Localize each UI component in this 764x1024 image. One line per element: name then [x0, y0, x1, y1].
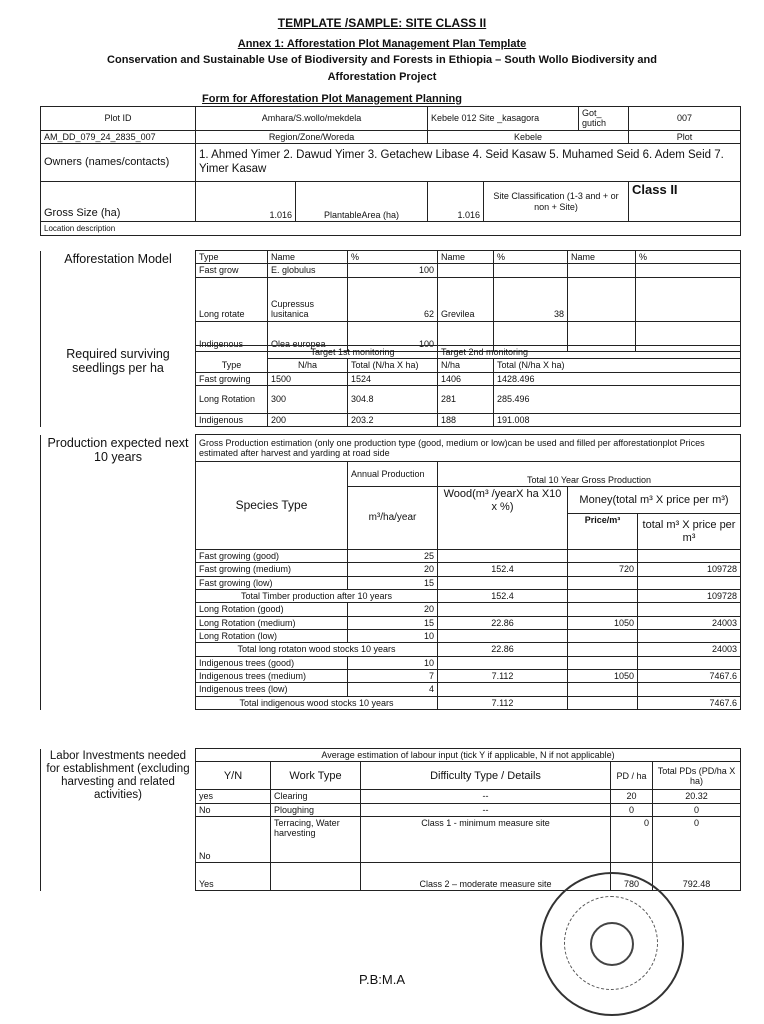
wood-cell: 7.112 [438, 670, 568, 683]
labor-table [40, 748, 741, 891]
total-price-header: total m³ X price per m³ [638, 514, 741, 550]
doc-title: TEMPLATE /SAMPLE: SITE CLASS II [277, 16, 487, 30]
col-work-type: Work Type [271, 762, 361, 790]
plot-info-table [40, 106, 741, 236]
total-cell: 1428.496 [494, 372, 741, 385]
species-type-header: Species Type [196, 462, 348, 550]
total-label-cell: Total long rotaton wood stocks 10 years [196, 643, 438, 656]
price-cell [568, 630, 638, 643]
species-cell: E. globulus [268, 264, 348, 277]
detail-cell: -- [361, 790, 611, 803]
yn-cell: No [196, 803, 271, 816]
price-cell [568, 550, 638, 563]
total-pd-cell: 20.32 [653, 790, 741, 803]
price-cell [568, 576, 638, 589]
total-cell: 191.008 [494, 414, 741, 427]
nha-cell: 1406 [438, 372, 494, 385]
wood-cell: 152.4 [438, 563, 568, 576]
money-cell: 7467.6 [638, 696, 741, 709]
owners-value: 1. Ahmed Yimer 2. Dawud Yimer 3. Getachew Libase 4. Seid Kasaw 5. Muhamed Seid 6. Adem Seid 7. Yimer Kasaw [196, 144, 741, 182]
annual-production-header: Annual Production [348, 462, 438, 487]
annual-cell: 20 [348, 603, 438, 616]
gross-size-value: 1.016 [196, 182, 296, 222]
unit-header: m³/ha/year [348, 487, 438, 550]
species-cell: Indigenous trees (medium) [196, 670, 348, 683]
wood-cell [438, 656, 568, 669]
money-cell [638, 630, 741, 643]
wood-header: Wood(m³ /yearX ha X10 x %) [438, 487, 568, 550]
species-cell: Grevilea [438, 277, 494, 321]
col-name-3: Name [568, 251, 636, 264]
price-cell [568, 683, 638, 696]
col-total-pds: Total PDs (PD/ha X ha) [653, 762, 741, 790]
nha-cell: 281 [438, 386, 494, 414]
stamp-emblem [590, 922, 634, 966]
money-cell: 24003 [638, 643, 741, 656]
work-cell: Ploughing [271, 803, 361, 816]
annual-cell: 10 [348, 656, 438, 669]
wood-cell [438, 550, 568, 563]
species-cell: Olea europea [268, 321, 348, 351]
money-cell [638, 576, 741, 589]
price-cell: 1050 [568, 670, 638, 683]
species-cell: Fast growing (medium) [196, 563, 348, 576]
money-cell [638, 550, 741, 563]
plantable-area-value: 1.016 [428, 182, 484, 222]
price-cell [568, 656, 638, 669]
yn-cell: Yes [196, 863, 271, 891]
type-cell: Long Rotation [196, 386, 268, 414]
pct-cell: 62 [348, 277, 438, 321]
region-value: Amhara/S.wollo/mekdela [196, 107, 428, 131]
total-cell: 1524 [348, 372, 438, 385]
annex-title: Annex 1: Afforestation Plot Management Plan Template [237, 38, 527, 50]
pct-cell [636, 264, 741, 277]
production-table [40, 434, 741, 710]
kebele-label: Kebele [428, 130, 629, 143]
pct-cell [636, 277, 741, 321]
pct-cell: 100 [348, 264, 438, 277]
money-cell [638, 683, 741, 696]
total-label-cell: Total Timber production after 10 years [196, 590, 438, 603]
total-pd-cell: 0 [653, 803, 741, 816]
annual-cell: 15 [348, 616, 438, 629]
annual-cell: 25 [348, 550, 438, 563]
price-cell: 720 [568, 563, 638, 576]
species-cell: Long Rotation (medium) [196, 616, 348, 629]
species-cell: Indigenous trees (good) [196, 656, 348, 669]
type-cell: Fast grow [196, 264, 268, 277]
gross-size-label: Gross Size (ha) [41, 182, 196, 222]
annual-cell: 20 [348, 563, 438, 576]
project-line-2: Afforestation Project [327, 71, 437, 83]
afforestation-label: Afforestation Model [41, 251, 196, 352]
official-stamp [540, 872, 684, 1016]
total-pd-cell: 792.48 [653, 863, 741, 891]
target-2nd-label: Target 2nd monitoring [438, 346, 741, 359]
site-class-value: Class II [629, 182, 741, 222]
pct-cell [494, 264, 568, 277]
labor-note: Average estimation of labour input (tick Y if applicable, N if not applicable) [196, 749, 741, 762]
work-cell: Terracing, Water harvesting [271, 817, 361, 863]
nha-cell: 188 [438, 414, 494, 427]
species-cell: Indigenous trees (low) [196, 683, 348, 696]
plot-id-label: Plot ID [41, 107, 196, 131]
col-total-2: Total (N/ha X ha) [494, 359, 741, 372]
total-cell: 285.496 [494, 386, 741, 414]
total-cell: 203.2 [348, 414, 438, 427]
col-total-1: Total (N/ha X ha) [348, 359, 438, 372]
annual-cell: 4 [348, 683, 438, 696]
wood-cell: 152.4 [438, 590, 568, 603]
type-cell: Indigenous [196, 321, 268, 351]
species-cell [568, 277, 636, 321]
plantable-area-label: PlantableArea (ha) [296, 182, 428, 222]
plot-label: Plot [629, 130, 741, 143]
col-type: Type [196, 251, 268, 264]
wood-cell: 7.112 [438, 696, 568, 709]
pct-cell: 38 [494, 277, 568, 321]
price-cell [568, 603, 638, 616]
species-cell: Long Rotation (low) [196, 630, 348, 643]
species-cell: Fast growing (good) [196, 550, 348, 563]
form-title: Form for Afforestation Plot Management Planning [202, 93, 462, 105]
production-note: Gross Production estimation (only one production type (good, medium or low)can be used and filled per afforestationplot Prices estimated after harvest and yarding at road side [196, 435, 741, 462]
col-nha-1: N/ha [268, 359, 348, 372]
annual-cell: 10 [348, 630, 438, 643]
nha-cell: 200 [268, 414, 348, 427]
money-cell: 24003 [638, 616, 741, 629]
money-cell [638, 603, 741, 616]
yn-cell: No [196, 817, 271, 863]
money-cell: 109728 [638, 590, 741, 603]
production-label: Production expected next 10 years [41, 435, 196, 710]
pd-cell: 0 [611, 803, 653, 816]
col-pd-ha: PD / ha [611, 762, 653, 790]
pd-cell: 780 [611, 863, 653, 891]
got-value: Got_ gutich [579, 107, 629, 131]
annual-cell: 7 [348, 670, 438, 683]
species-cell: Fast growing (low) [196, 576, 348, 589]
pd-cell: 20 [611, 790, 653, 803]
wood-cell [438, 683, 568, 696]
species-cell [438, 264, 494, 277]
nha-cell: 300 [268, 386, 348, 414]
col-yn: Y/N [196, 762, 271, 790]
species-cell: Long Rotation (good) [196, 603, 348, 616]
price-cell [568, 643, 638, 656]
kebele-site-value: Kebele 012 Site _kasagora [428, 107, 579, 131]
price-cell: 1050 [568, 616, 638, 629]
price-cell [568, 696, 638, 709]
col-nha-2: N/ha [438, 359, 494, 372]
type-cell: Long rotate [196, 277, 268, 321]
work-cell [271, 863, 361, 891]
type-cell: Indigenous [196, 414, 268, 427]
total-label-cell: Total indigenous wood stocks 10 years [196, 696, 438, 709]
col-difficulty: Difficulty Type / Details [361, 762, 611, 790]
page-footer: P.B:M.A [358, 972, 405, 987]
wood-cell: 22.86 [438, 616, 568, 629]
work-cell: Clearing [271, 790, 361, 803]
pd-cell: 0 [611, 817, 653, 863]
site-class-label: Site Classification (1-3 and + or non + Site) [484, 182, 629, 222]
region-label: Region/Zone/Woreda [196, 130, 428, 143]
seedlings-table [40, 345, 741, 427]
project-line-1: Conservation and Sustainable Use of Biodiversity and Forests in Ethiopia – South Wollo Biodiversity and [107, 54, 657, 66]
plot-number: 007 [629, 107, 741, 131]
money-cell [638, 656, 741, 669]
total-pd-cell: 0 [653, 817, 741, 863]
type-cell: Fast growing [196, 372, 268, 385]
col-type: Type [196, 359, 268, 372]
money-header: Money(total m³ X price per m³) [568, 487, 741, 514]
wood-cell [438, 630, 568, 643]
labor-label: Labor Investments needed for establishment (excluding harvesting and related activities) [41, 749, 196, 891]
location-label: Location description [41, 222, 741, 236]
detail-cell: -- [361, 803, 611, 816]
target-1st-label: Target 1st monitoring [268, 346, 438, 359]
plot-id-value: AM_DD_079_24_2835_007 [41, 130, 196, 143]
col-name-2: Name [438, 251, 494, 264]
nha-cell: 1500 [268, 372, 348, 385]
species-cell [568, 264, 636, 277]
owners-label: Owners (names/contacts) [41, 144, 196, 182]
col-pct-2: % [494, 251, 568, 264]
price-cell [568, 590, 638, 603]
total-cell: 304.8 [348, 386, 438, 414]
col-pct-1: % [348, 251, 438, 264]
afforestation-table [40, 250, 741, 352]
seedlings-label: Required surviving seedlings per ha [41, 346, 196, 427]
wood-cell [438, 576, 568, 589]
gross-production-header: Total 10 Year Gross Production [438, 462, 741, 487]
money-cell: 7467.6 [638, 670, 741, 683]
price-header: Price/m³ [568, 514, 638, 550]
detail-cell: Class 2 – moderate measure site [361, 863, 611, 891]
detail-cell: Class 1 - minimum measure site [361, 817, 611, 863]
yn-cell: yes [196, 790, 271, 803]
col-pct-3: % [636, 251, 741, 264]
annual-cell: 15 [348, 576, 438, 589]
pct-cell: 100 [348, 321, 438, 351]
species-cell: Cupressus lusitanica [268, 277, 348, 321]
money-cell: 109728 [638, 563, 741, 576]
wood-cell [438, 603, 568, 616]
col-name-1: Name [268, 251, 348, 264]
wood-cell: 22.86 [438, 643, 568, 656]
